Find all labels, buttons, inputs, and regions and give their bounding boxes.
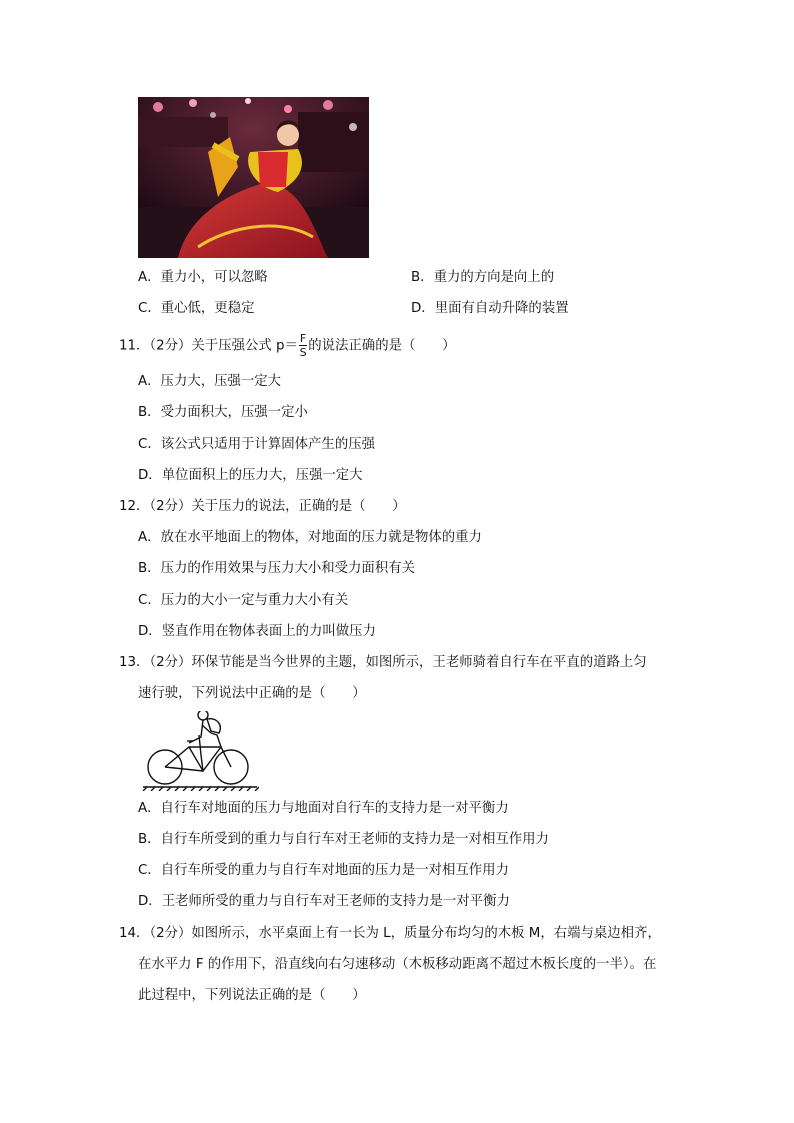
option-d: D．王老师所受的重力与自行车对王老师的支持力是一对平衡力 [138, 894, 510, 909]
option-c: C．重心低，更稳定 [138, 301, 255, 316]
formula-numerator: F [299, 332, 307, 345]
option-a: A．重力小，可以忽略 [138, 270, 268, 285]
question-13-stem-line1: 13．（2分）环保节能是当今世界的主题，如图所示，王老师骑着自行车在平直的道路上匀 [119, 655, 647, 670]
option-d: D．里面有自动升降的装置 [411, 301, 569, 316]
question-14-stem-line3: 此过程中，下列说法正确的是（ ） [138, 988, 366, 1003]
question-11-stem [119, 333, 456, 358]
stem-suffix: 的说法正确的是（ ） [308, 338, 456, 354]
cyclist-on-bicycle-icon [141, 711, 259, 791]
question-14-stem-line2: 在水平力 F 的作用下，沿直线向右匀速移动（木板移动距离不超过木板长度的一半）。在 [138, 957, 657, 972]
option-d: D．竖直作用在物体表面上的力叫做压力 [138, 624, 376, 639]
stem-prefix: 11．（2分）关于压强公式 p＝ [119, 338, 298, 354]
question-14-stem-line1: 14．（2分）如图所示，水平桌面上有一长为 L，质量分布均匀的木板 M，右端与桌边相齐， [119, 926, 661, 941]
question-12-stem: 12．（2分）关于压力的说法，正确的是（ ） [119, 499, 406, 514]
option-a: A．压力大，压强一定大 [138, 374, 282, 389]
option-c: C．自行车所受的重力与自行车对地面的压力是一对相互作用力 [138, 863, 509, 878]
option-a: A．自行车对地面的压力与地面对自行车的支持力是一对平衡力 [138, 801, 509, 816]
option-d: D．单位面积上的压力大，压强一定大 [138, 468, 363, 483]
option-b: B．压力的作用效果与压力大小和受力面积有关 [138, 561, 415, 576]
option-b: B．自行车所受到的重力与自行车对王老师的支持力是一对相互作用力 [138, 832, 549, 847]
option-b: B．重力的方向是向上的 [411, 270, 555, 285]
option-b: B．受力面积大，压强一定小 [138, 405, 308, 420]
question-13-stem-line2: 速行驶，下列说法中正确的是（ ） [138, 686, 366, 701]
option-c: C．该公式只适用于计算固体产生的压强 [138, 437, 375, 452]
costumed-dancer-photo [138, 97, 369, 258]
option-c: C．压力的大小一定与重力大小有关 [138, 593, 349, 608]
option-a: A．放在水平地面上的物体，对地面的压力就是物体的重力 [138, 530, 482, 545]
formula-denominator: S [299, 346, 307, 359]
pressure-formula [299, 333, 307, 358]
